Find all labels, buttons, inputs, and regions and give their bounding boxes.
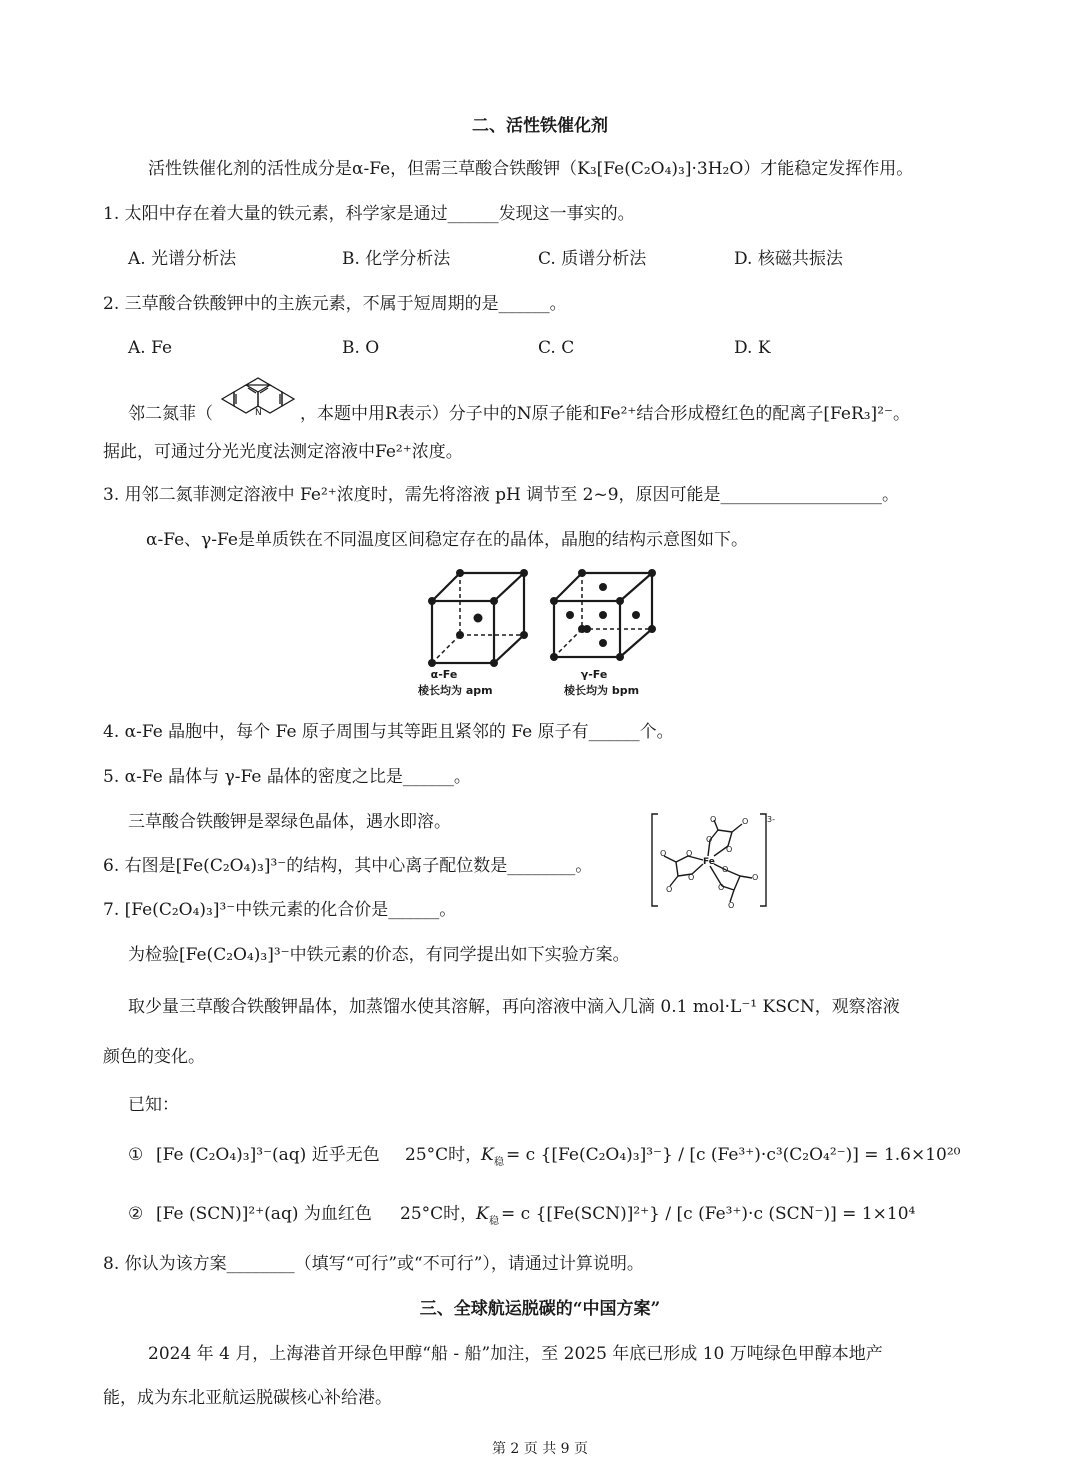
experiment-line-2: 颜色的变化。 — [103, 1047, 205, 1067]
complex-center-fe: Fe — [703, 857, 715, 867]
alpha-fe-edge: 棱长均为 apm — [418, 684, 493, 697]
q2-option-c: C. C — [538, 338, 575, 358]
phen-text-line2: 据此，可通过分光光度法测定溶液中Fe²⁺浓度。 — [103, 442, 463, 462]
known-2-k-sub: 稳 — [489, 1216, 499, 1227]
known-label: 已知： — [128, 1095, 179, 1115]
q1-option-a: A. 光谱分析法 — [128, 249, 237, 269]
known-2-number: ② — [128, 1204, 144, 1224]
known-1-k: K — [481, 1145, 494, 1165]
question-1: 1. 太阳中存在着大量的铁元素，科学家是通过______发现这一事实的。 — [103, 204, 635, 224]
question-2: 2. 三草酸合铁酸钾中的主族元素，不属于短周期的是______。 — [103, 294, 567, 314]
known-1-k-sub: 稳 — [494, 1157, 504, 1168]
complex-intro: 三草酸合铁酸钾是翠绿色晶体，遇水即溶。 — [128, 812, 451, 832]
known-1-expression: = c {[Fe(C₂O₄)₃]³⁻} / [c (Fe³⁺)·c³(C₂O₄²⁻)] = 1.6×10²⁰ — [506, 1145, 961, 1165]
known-1-species: [Fe (C₂O₄)₃]³⁻(aq) 近乎无色 — [156, 1145, 380, 1165]
section-title: 二、活性铁催化剂 — [472, 116, 608, 136]
oxygen-label: O — [688, 873, 695, 882]
oxygen-label: O — [660, 849, 667, 858]
gamma-fe-label: γ-Fe — [580, 668, 608, 681]
phen-text-end: ，本题中用R表示）分子中的N原子能和Fe²⁺结合形成橙红色的配离子[FeR₃]²⁻。 — [300, 404, 910, 424]
oxygen-label: O — [726, 845, 733, 854]
q2-option-d: D. K — [734, 338, 771, 358]
oxygen-label: O — [752, 873, 759, 882]
question-3: 3. 用邻二氮菲测定溶液中 Fe²⁺浓度时，需先将溶液 pH 调节至 2~9，原因可能是___________________。 — [103, 485, 900, 505]
complex-charge: 3- — [767, 815, 775, 824]
intro-paragraph: 活性铁催化剂的活性成分是α-Fe，但需三草酸合铁酸钾（K₃[Fe(C₂O₄)₃]·3H₂O）才能稳定发挥作用。 — [148, 159, 914, 179]
oxalate-complex-structure — [648, 810, 778, 910]
known-2-species: [Fe (SCN)]²⁺(aq) 为血红色 — [156, 1204, 372, 1224]
crystal-intro: α-Fe、γ-Fe是单质铁在不同温度区间稳定存在的晶体，晶胞的结构示意图如下。 — [146, 530, 748, 550]
question-6: 6. 右图是[Fe(C₂O₄)₃]³⁻的结构，其中心离子配位数是________。 — [103, 856, 593, 876]
section-3-paragraph-line-1: 2024 年 4 月，上海港首开绿色甲醇“船 - 船”加注，至 2025 年底已形成 10 万吨绿色甲醇本地产 — [148, 1344, 883, 1364]
known-1-number: ① — [128, 1145, 144, 1165]
question-7: 7. [Fe(C₂O₄)₃]³⁻中铁元素的化合价是______。 — [103, 900, 457, 920]
question-8: 8. 你认为该方案________（填写“可行”或“不可行”），请通过计算说明。 — [103, 1254, 644, 1274]
oxygen-label: O — [718, 883, 725, 892]
phen-text-start: 邻二氮菲（ — [128, 404, 213, 424]
question-5: 5. α-Fe 晶体与 γ-Fe 晶体的密度之比是______。 — [103, 767, 471, 787]
section-3-paragraph-line-2: 能，成为东北亚航运脱碳核心补给港。 — [103, 1388, 392, 1408]
oxygen-label: O — [666, 885, 673, 894]
oxygen-label: O — [722, 865, 729, 874]
q1-option-b: B. 化学分析法 — [342, 249, 451, 269]
oxygen-label: O — [728, 901, 735, 910]
gamma-fe-edge: 棱长均为 bpm — [564, 684, 640, 697]
q1-option-c: C. 质谱分析法 — [538, 249, 647, 269]
experiment-line-1: 取少量三草酸合铁酸钾晶体，加蒸馏水使其溶解，再向溶液中滴入几滴 0.1 mol·L⁻¹ KSCN，观察溶液 — [128, 997, 900, 1017]
oxygen-label: O — [742, 817, 749, 826]
oxygen-label: O — [706, 835, 713, 844]
experiment-intro: 为检验[Fe(C₂O₄)₃]³⁻中铁元素的价态，有同学提出如下实验方案。 — [128, 945, 630, 965]
q1-option-d: D. 核磁共振法 — [734, 249, 843, 269]
section-3-title: 三、全球航运脱碳的“中国方案” — [419, 1299, 661, 1319]
alpha-fe-label: α-Fe — [430, 668, 458, 681]
oxygen-label: O — [686, 849, 693, 858]
q2-option-b: B. O — [342, 338, 380, 358]
phenanthroline-structure — [218, 374, 300, 422]
oxygen-label: O — [710, 815, 717, 824]
page-footer: 第 2 页 共 9 页 — [491, 1441, 589, 1457]
question-4: 4. α-Fe 晶胞中，每个 Fe 原子周围与其等距且紧邻的 Fe 原子有______个。 — [103, 722, 674, 742]
phen-n-label: N — [255, 408, 262, 418]
known-1-condition: 25°C时， — [405, 1145, 483, 1165]
known-2-condition: 25°C时， — [400, 1204, 478, 1224]
known-2-k: K — [476, 1204, 489, 1224]
known-2-expression: = c {[Fe(SCN)]²⁺} / [c (Fe³⁺)·c (SCN⁻)] = 1×10⁴ — [501, 1204, 916, 1224]
q2-option-a: A. Fe — [128, 338, 173, 358]
